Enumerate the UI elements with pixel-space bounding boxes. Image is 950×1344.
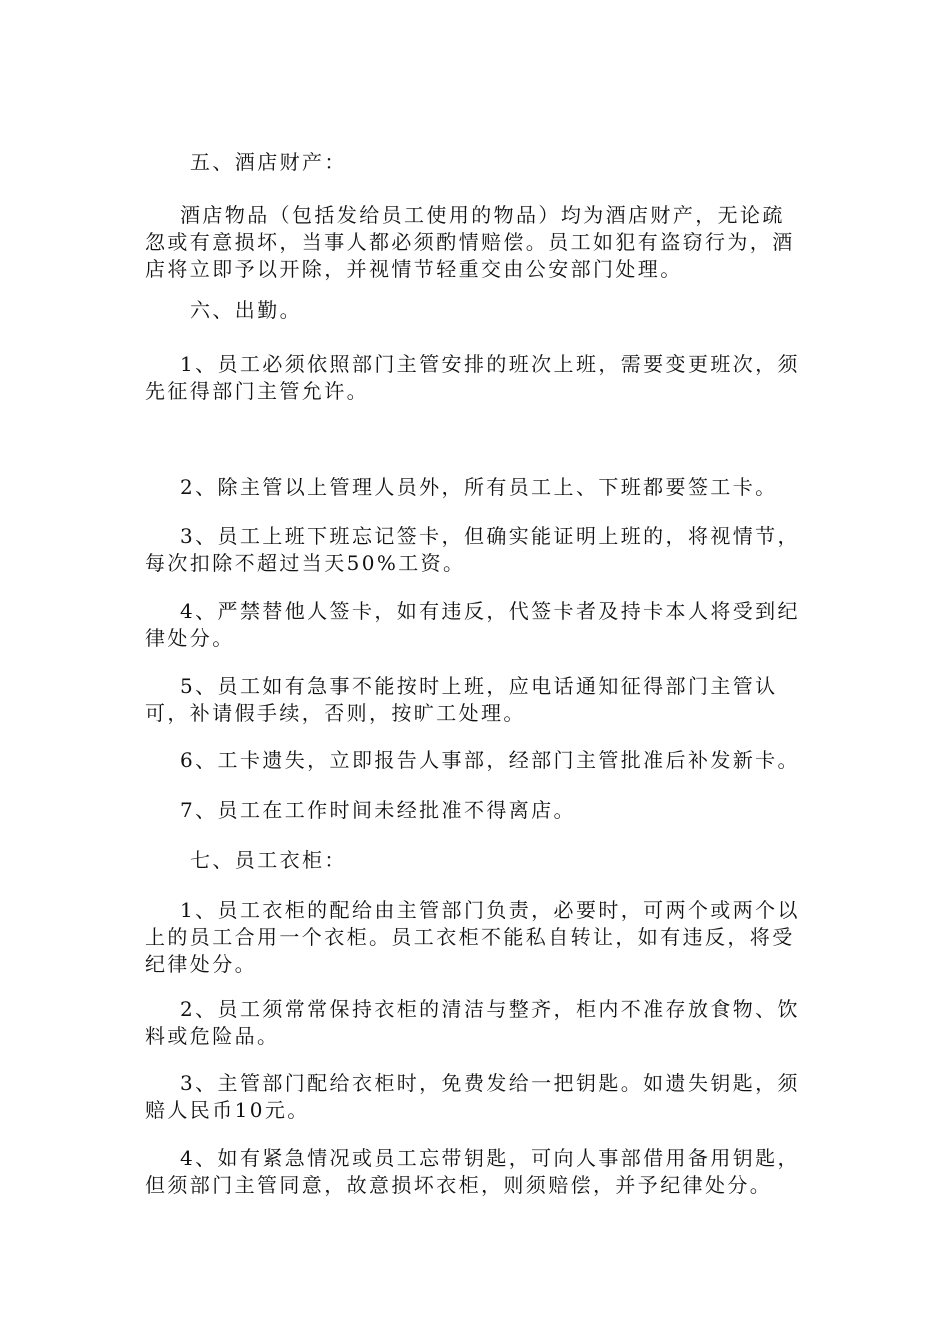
list-item-attendance-7: 7、员工在工作时间未经批准不得离店。 <box>145 798 576 822</box>
section-heading-attendance: 六、出勤。 <box>190 298 302 322</box>
list-item-attendance-4: 4、严禁替他人签卡，如有违反，代签卡者及持卡本人将受到纪律处分。 <box>145 599 800 650</box>
list-item-lockers-1: 1、员工衣柜的配给由主管部门负责，必要时，可两个或两个以上的员工合用一个衣柜。员工衣柜不能私自转让，如有违反，将受纪律处分。 <box>145 898 800 976</box>
list-item-attendance-6: 6、工卡遗失，立即报告人事部，经部门主管批准后补发新卡。 <box>145 748 800 772</box>
section-heading-lockers: 七、员工衣柜： <box>190 848 347 872</box>
list-item-attendance-3: 3、员工上班下班忘记签卡，但确实能证明上班的，将视情节，每次扣除不超过当天50%工资。 <box>145 524 800 575</box>
list-item-attendance-5: 5、员工如有急事不能按时上班，应电话通知征得部门主管认可，补请假手续，否则，按旷工处理。 <box>145 674 778 725</box>
list-item-lockers-4: 4、如有紧急情况或员工忘带钥匙，可向人事部借用备用钥匙，但须部门主管同意，故意损坏衣柜，则须赔偿，并予纪律处分。 <box>145 1146 800 1197</box>
list-item-lockers-3: 3、主管部门配给衣柜时，免费发给一把钥匙。如遗失钥匙，须赔人民币10元。 <box>145 1071 800 1122</box>
list-item-attendance-2: 2、除主管以上管理人员外，所有员工上、下班都要签工卡。 <box>145 475 778 499</box>
section-heading-property: 五、酒店财产： <box>190 150 347 174</box>
list-item-attendance-1: 1、员工必须依照部门主管安排的班次上班，需要变更班次，须先征得部门主管允许。 <box>145 352 800 403</box>
section-paragraph-property: 酒店物品（包括发给员工使用的物品）均为酒店财产，无论疏忽或有意损坏，当事人都必须酌情赔偿。员工如犯有盗窃行为，酒店将立即予以开除，并视情节轻重交由公安部门处理。 <box>145 203 795 281</box>
list-item-lockers-2: 2、员工须常常保持衣柜的清洁与整齐，柜内不准存放食物、饮料或危险品。 <box>145 997 800 1048</box>
